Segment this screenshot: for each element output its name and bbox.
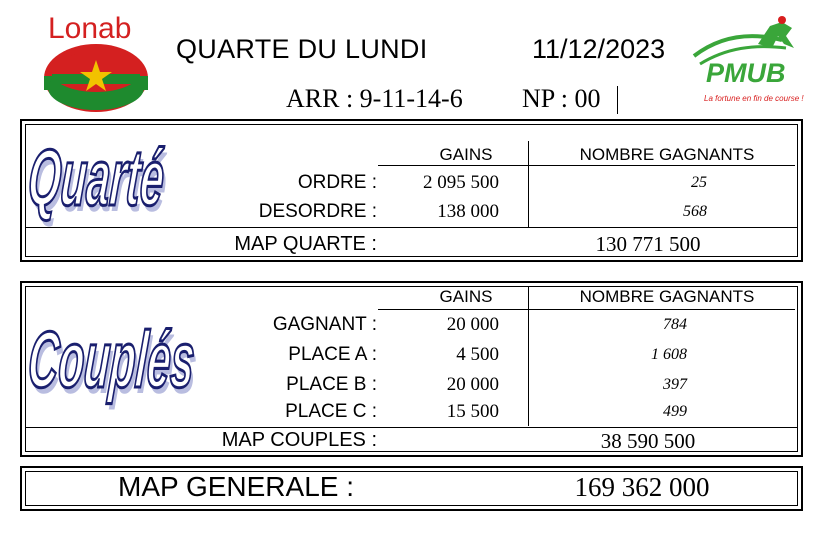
quarte-col-gains: GAINS — [439, 145, 493, 164]
quarte-section-title: Quarté — [25, 133, 168, 223]
couples-map-rule — [25, 427, 798, 428]
quarte-panel — [20, 119, 803, 262]
quarte-map-rule — [25, 227, 798, 228]
couples-row-label: PLACE C : — [285, 401, 377, 422]
non-partants: NP : 00 — [522, 84, 601, 113]
quarte-row-winners: 568 — [683, 203, 707, 220]
quarte-row-gain: 138 000 — [437, 201, 499, 222]
couples-col-gains: GAINS — [439, 287, 493, 306]
arrival-order: ARR : 9-11-14-6 — [286, 84, 463, 113]
lonab-logo — [38, 14, 156, 114]
couples-row-gain: 20 000 — [446, 374, 499, 395]
couples-map-label: MAP COUPLES : — [221, 429, 377, 451]
page-title: QUARTE DU LUNDI — [176, 34, 428, 64]
quarte-row-label: ORDRE : — [297, 172, 377, 193]
quarte-header-rule — [378, 165, 795, 166]
couples-panel — [20, 281, 803, 457]
race-date: 11/12/2023 — [532, 34, 666, 64]
couples-row-gain: 20 000 — [446, 314, 499, 335]
couples-row-gain: 15 500 — [446, 401, 499, 422]
pmub-wordmark: PMUB — [706, 58, 786, 88]
couples-row-winners: 397 — [663, 376, 687, 393]
quarte-row-winners: 25 — [691, 174, 707, 191]
quarte-row-label: DESORDRE : — [258, 201, 377, 222]
quarte-row-gain: 2 095 500 — [423, 172, 499, 193]
pmub-logo — [690, 14, 810, 114]
couples-col-divider — [528, 286, 529, 426]
text-cursor — [617, 86, 618, 114]
general-panel — [20, 466, 803, 511]
couples-map-value: 38 590 500 — [600, 429, 696, 453]
general-map-value: 169 362 000 — [574, 472, 710, 502]
quarte-map-label: MAP QUARTE : — [234, 233, 377, 255]
couples-header-rule — [378, 309, 795, 310]
couples-row-winners: 784 — [663, 316, 687, 333]
couples-row-label: GAGNANT : — [272, 314, 377, 335]
lonab-wordmark: Lonab — [48, 12, 132, 45]
couples-row-gain: 4 500 — [456, 344, 499, 365]
couples-row-winners: 499 — [663, 403, 687, 420]
quarte-col-winners: NOMBRE GAGNANTS — [579, 145, 755, 164]
quarte-col-divider — [528, 141, 529, 227]
couples-section-title: Couplés — [25, 315, 198, 405]
couples-row-label: PLACE B : — [286, 374, 377, 395]
couples-row-winners: 1 608 — [651, 346, 687, 363]
quarte-map-value: 130 771 500 — [595, 232, 701, 256]
couples-row-label: PLACE A : — [288, 344, 377, 365]
general-map-label: MAP GENERALE : — [118, 471, 355, 502]
couples-col-winners: NOMBRE GAGNANTS — [579, 287, 755, 306]
pmub-slogan: La fortune en fin de course ! — [704, 94, 804, 103]
